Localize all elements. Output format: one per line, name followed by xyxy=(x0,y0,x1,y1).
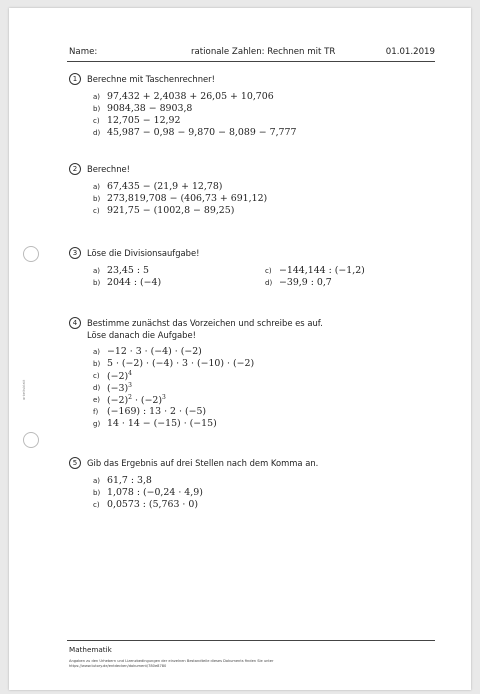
footer-subject: Mathematik xyxy=(69,645,112,654)
header-divider xyxy=(67,61,435,62)
exercise-item: a) 23,45 : 5 xyxy=(93,265,149,276)
task-2: 2 Berechne! a) 67,435 − (21,9 + 12,78) b) 273,819,708 − (406,73 + 691,12) c) 921,75 − (1002,8 − 89,25) xyxy=(69,164,449,176)
footer-divider xyxy=(67,640,435,641)
task-4: 4 Bestimme zunächst das Vorzeichen und schreibe es auf. Löse danach die Aufgabe! a) −12 · 3 · (−4) · (−2) b) 5 · (−2) · (−4) · 3 · (−10) · (−2) c) $(-2)^4$ d) $(-3)^3$ e) $(-2)^2 \cdot (-2)^3$ f) (−169) : 13 · 2 · (−5) g) 14 · 14 − (−15) · (−15) xyxy=(69,318,449,342)
task-instruction-second-line: Löse danach die Aufgabe! xyxy=(87,330,197,340)
task-3 xyxy=(69,248,449,288)
task-number: 5 xyxy=(69,457,81,469)
punch-hole-bottom xyxy=(23,432,39,448)
task-1: 1 Berechne mit Taschenrechner! a) 97,432 + 2,4038 + 26,05 + 10,706 b) 9084,38 − 8903,8 c) 12,705 − 12,92 d) 45,987 − 0,98 − 9,870 − 8,089 − 7,777 xyxy=(69,74,449,86)
task-instruction: Löse die Divisionsaufgabe! xyxy=(87,248,200,258)
task-number: 4 xyxy=(69,317,81,329)
footer-license-note: Angaben zu den Urhebern und Lizenzbedingungen der einzelnen Bestandteile dieses Dokuments finden Sie unter xyxy=(69,659,274,663)
worksheet-page xyxy=(9,8,471,690)
side-label: arbeitsblatt xyxy=(22,379,26,400)
footer-license-url: https://www.tutory.de/entdecken/dokument/780e8780 xyxy=(69,664,167,668)
task-instruction: Gib das Ergebnis auf drei Stellen nach dem Komma an. xyxy=(87,458,319,468)
task-instruction: Bestimme zunächst das Vorzeichen und schreibe es auf. xyxy=(87,318,323,328)
exercise-item: d) −39,9 : 0,7 xyxy=(265,277,332,288)
punch-hole-top xyxy=(23,246,39,262)
task-number: 2 xyxy=(69,163,81,175)
task-number: 1 xyxy=(69,73,81,85)
worksheet-title: rationale Zahlen: Rechnen mit TR xyxy=(191,47,336,57)
task-number: 3 xyxy=(69,247,81,259)
name-label: Name: xyxy=(69,47,98,57)
task-5: 5 Gib das Ergebnis auf drei Stellen nach dem Komma an. a) 61,7 : 3,8 b) 1,078 : (−0,24 · 4,9) c) 0,0573 : (5,763 · 0) xyxy=(69,458,449,470)
worksheet-date: 01.01.2019 xyxy=(385,47,435,57)
exercise-item: b) 2044 : (−4) xyxy=(93,277,162,288)
task-instruction: Berechne mit Taschenrechner! xyxy=(87,74,215,84)
task-instruction: Berechne! xyxy=(87,164,131,174)
exercise-item: c) −144,144 : (−1,2) xyxy=(265,265,365,276)
